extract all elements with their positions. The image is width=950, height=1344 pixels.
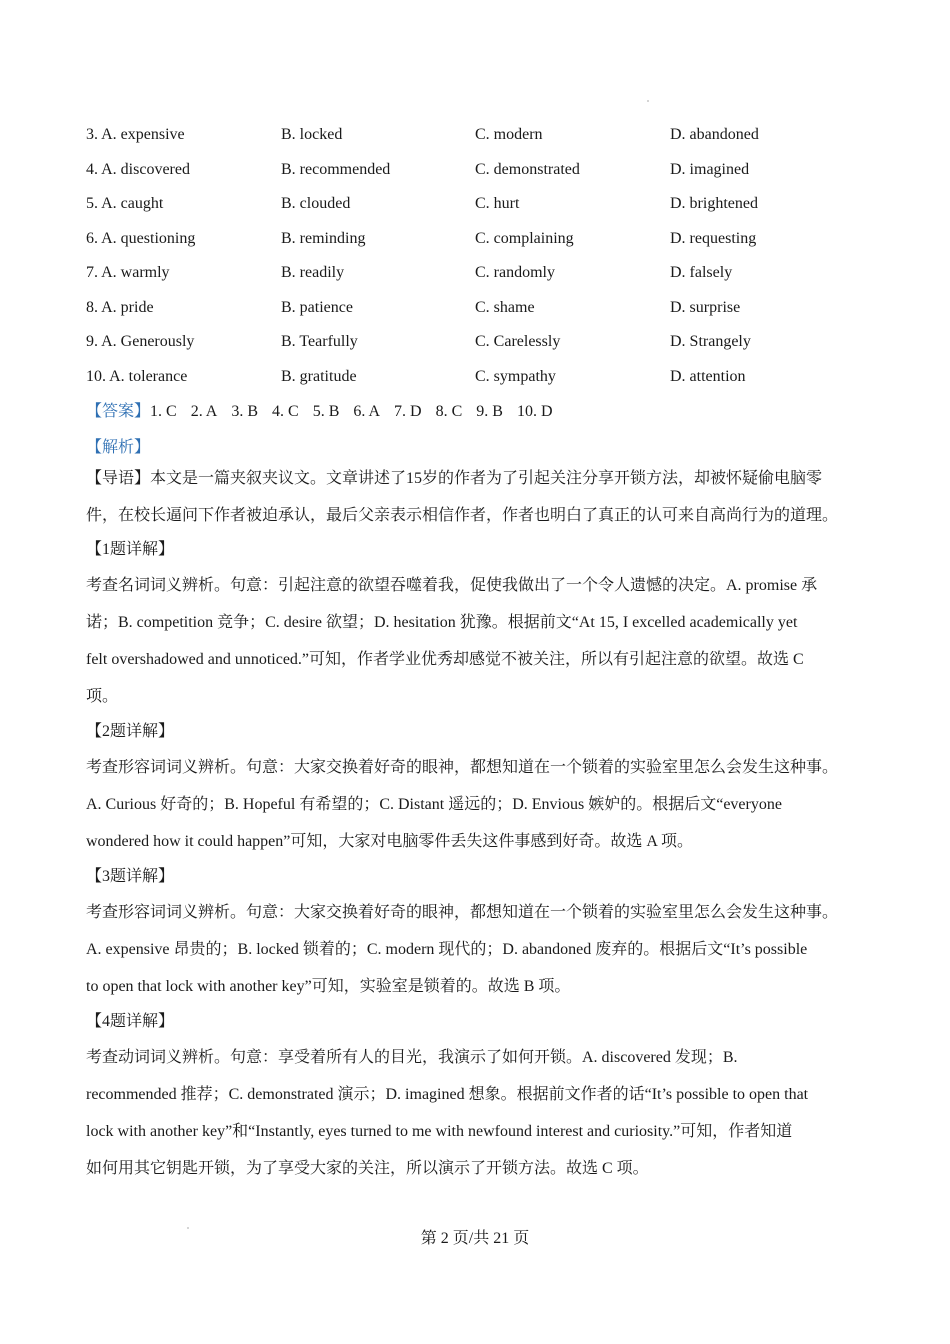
section-heading: 【2题详解】	[86, 723, 175, 740]
options-table	[86, 118, 886, 394]
text-line: felt overshadowed and unnoticed.”可知，作者学业优秀却感觉不被关注，所以有引起注意的欲望。故选 C	[86, 651, 804, 668]
text-line: 项。	[86, 688, 119, 705]
option-d: D. falsely	[670, 264, 733, 282]
option-b: B. clouded	[281, 195, 351, 213]
option-a: 6. A. questioning	[86, 229, 196, 247]
text-line: 【导语】本文是一篇夹叙夹议文。文章讲述了15岁的作者为了引起关注分享开锁方法，却被怀疑偷电脑零	[86, 470, 823, 487]
analysis-label: 【解析】	[86, 439, 151, 456]
option-row	[86, 256, 886, 291]
text-line: recommended 推荐；C. demonstrated 演示；D. imagined 想象。根据前文作者的话“It’s possible to open that	[86, 1086, 809, 1103]
section-3	[86, 860, 864, 1005]
page-footer: 第 2 页/共 21 页	[420, 1230, 530, 1247]
section-2	[86, 715, 864, 860]
intro-paragraph	[86, 460, 864, 534]
option-b: B. gratitude	[281, 367, 357, 385]
option-c: C. Carelessly	[475, 333, 561, 351]
option-a: 3. A. expensive	[86, 126, 185, 144]
option-c: C. complaining	[475, 229, 574, 247]
text-line: 件，在校长逼问下作者被迫承认，最后父亲表示相信作者，作者也明白了真正的认可来自高尚行为的道理。	[86, 507, 839, 524]
section-4	[86, 1005, 864, 1187]
option-row	[86, 153, 886, 188]
text-line: wondered how it could happen”可知，大家对电脑零件丢失这件事感到好奇。故选 A 项。	[86, 833, 694, 850]
option-b: B. locked	[281, 126, 343, 144]
text-line: 考查形容词词义辨析。句意：大家交换着好奇的眼神，都想知道在一个锁着的实验室里怎么会发生这种事。	[86, 904, 839, 921]
option-a: 7. A. warmly	[86, 264, 170, 282]
option-row	[86, 187, 886, 222]
option-d: D. abandoned	[670, 126, 759, 144]
text-line: 如何用其它钥匙开锁，为了享受大家的关注，所以演示了开锁方法。故选 C 项。	[86, 1160, 649, 1177]
option-b: B. readily	[281, 264, 345, 282]
option-b: B. reminding	[281, 229, 366, 247]
option-c: C. shame	[475, 298, 535, 316]
answer-item: 9. B	[476, 403, 503, 420]
option-c: C. hurt	[475, 195, 520, 213]
answer-item: 5. B	[312, 403, 340, 420]
answer-item: 10. D	[516, 403, 553, 420]
option-c: C. modern	[475, 126, 543, 144]
option-a: 8. A. pride	[86, 298, 154, 316]
section-heading: 【3题详解】	[86, 868, 175, 885]
option-d: D. surprise	[670, 298, 741, 316]
answer-label: 【答案】	[86, 403, 151, 420]
option-d: D. brightened	[670, 195, 758, 213]
text-line: 诺；B. competition 竞争；C. desire 欲望；D. hesitation 犹豫。根据前文“At 15, I excelled academically yet	[86, 614, 798, 631]
option-row	[86, 222, 886, 257]
section-heading: 【1题详解】	[86, 541, 175, 558]
option-c: C. sympathy	[475, 367, 556, 385]
text-line: 考查名词词义辨析。句意：引起注意的欲望吞噬着我，促使我做出了一个令人遗憾的决定。A. promise 承	[86, 577, 818, 594]
option-row	[86, 325, 886, 360]
text-line: lock with another key”和“Instantly, eyes turned to me with newfound interest and curiosity.”可知，作者知道	[86, 1123, 793, 1140]
answer-item: 1. C	[150, 403, 177, 420]
option-a: 9. A. Generously	[86, 333, 195, 351]
answer-item: 7. D	[394, 403, 422, 420]
text-line: 考查形容词词义辨析。句意：大家交换着好奇的眼神，都想知道在一个锁着的实验室里怎么会发生这种事。	[86, 759, 839, 776]
section-heading: 【4题详解】	[86, 1013, 175, 1030]
option-row	[86, 118, 886, 153]
text-line: A. expensive 昂贵的；B. locked 锁着的；C. modern 现代的；D. abandoned 废弃的。根据后文“It’s possible	[86, 941, 808, 958]
answer-item: 8. C	[435, 403, 463, 420]
text-line: 考查动词词义辨析。句意：享受着所有人的目光，我演示了如何开锁。A. discovered 发现；B.	[86, 1049, 738, 1066]
answer-key	[86, 398, 567, 418]
option-d: D. Strangely	[670, 333, 751, 351]
option-c: C. randomly	[475, 264, 555, 282]
option-a: 10. A. tolerance	[86, 367, 188, 385]
text-line: A. Curious 好奇的；B. Hopeful 有希望的；C. Distant 遥远的；D. Envious 嫉妒的。根据后文“everyone	[86, 796, 782, 813]
option-row	[86, 291, 886, 326]
option-b: B. patience	[281, 298, 353, 316]
answer-item: 6. A	[353, 403, 381, 420]
option-a: 4. A. discovered	[86, 160, 190, 178]
option-d: D. attention	[670, 367, 746, 385]
option-a: 5. A. caught	[86, 195, 164, 213]
option-b: B. recommended	[281, 160, 391, 178]
option-d: D. requesting	[670, 229, 757, 247]
option-row	[86, 360, 886, 395]
text-line: to open that lock with another key”可知，实验室是锁着的。故选 B 项。	[86, 978, 571, 995]
option-c: C. demonstrated	[475, 160, 580, 178]
section-1	[86, 533, 864, 715]
scan-speck	[647, 100, 649, 102]
answer-item: 4. C	[272, 403, 299, 420]
answer-item: 3. B	[231, 403, 259, 420]
answer-list	[150, 403, 567, 420]
answer-item: 2. A	[190, 403, 218, 420]
option-d: D. imagined	[670, 160, 750, 178]
option-b: B. Tearfully	[281, 333, 358, 351]
